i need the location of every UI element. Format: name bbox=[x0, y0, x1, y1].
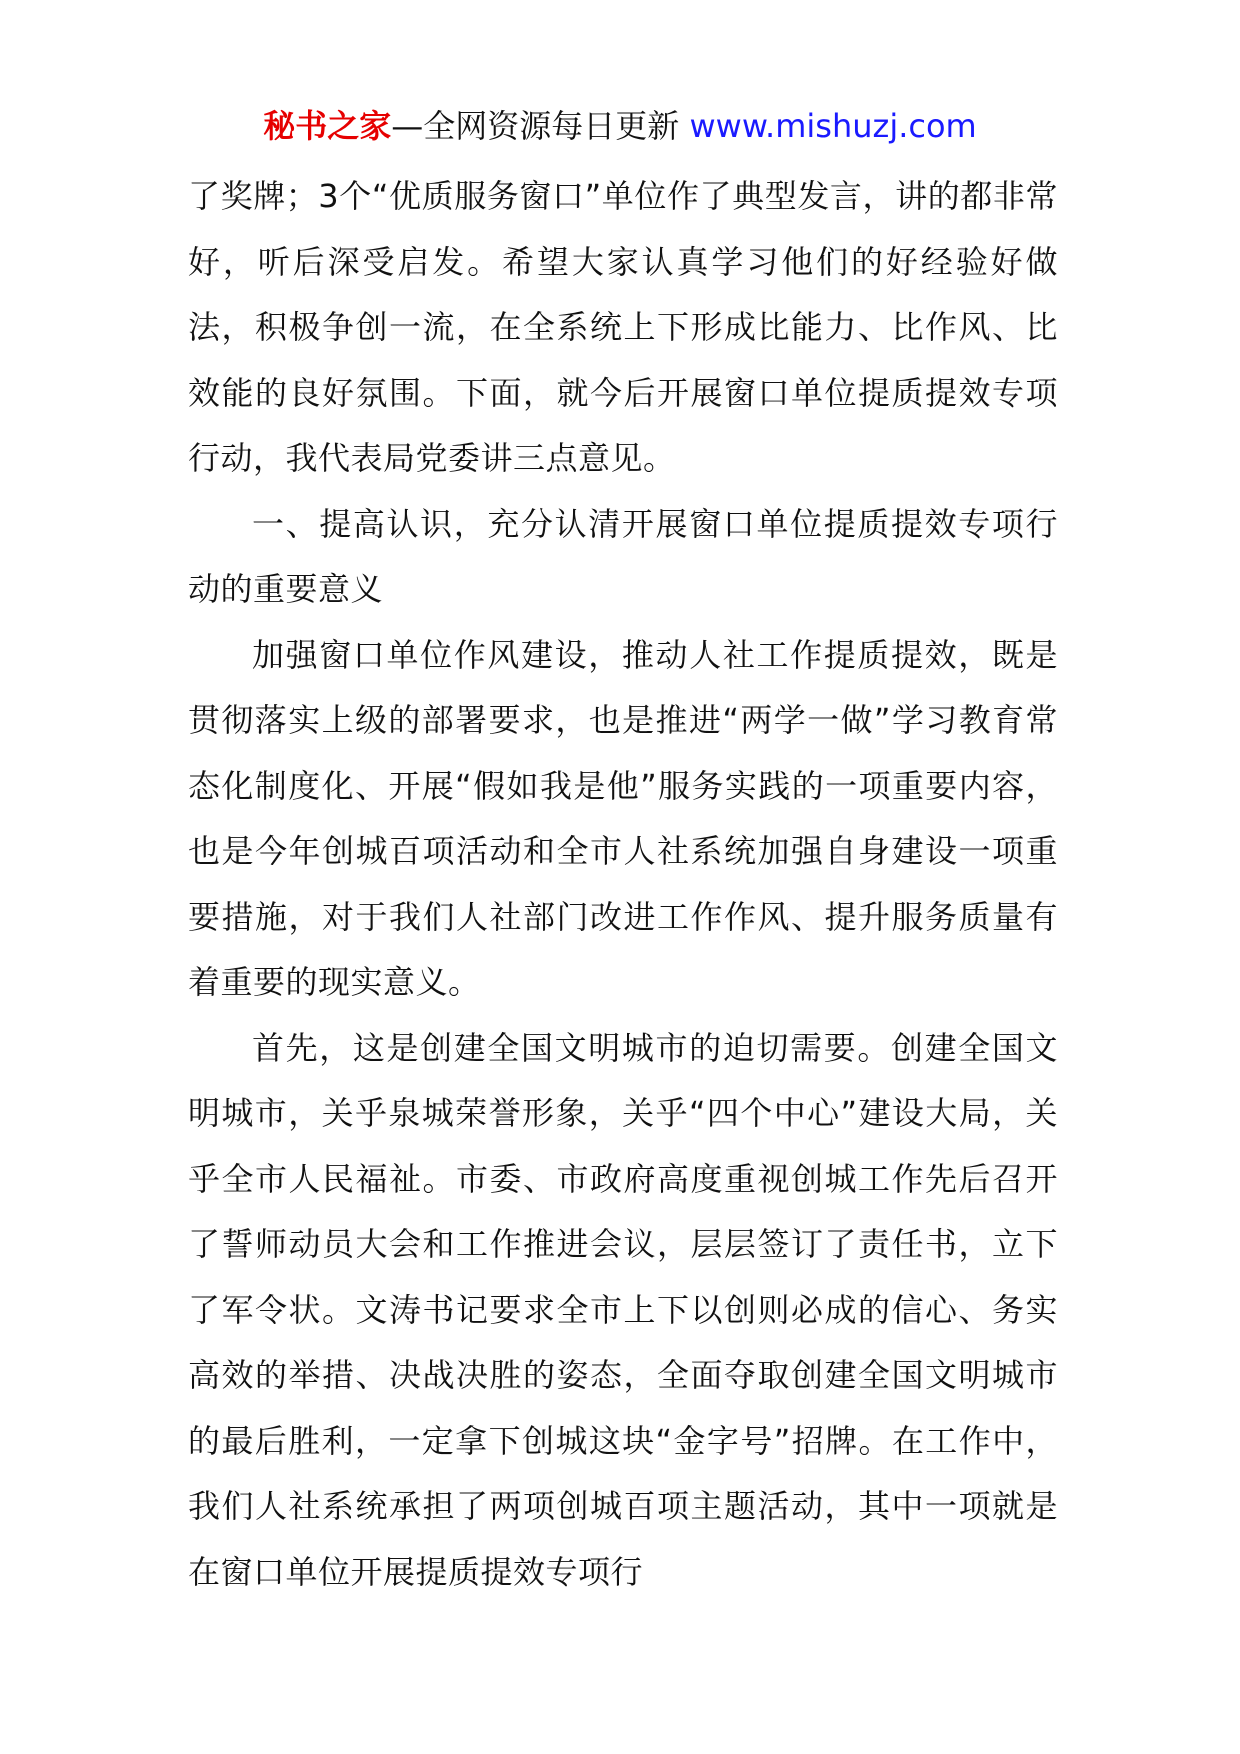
brand-name: 秘书之家 bbox=[263, 107, 392, 145]
section-heading: 一、提高认识，充分认清开展窗口单位提质提效专项行动的重要意义 bbox=[188, 504, 1058, 608]
paragraph: 首先，这是创建全国文明城市的迫切需要。创建全国文明城市，关乎泉城荣誉形象，关乎“四个中心”建设大局，关乎全市人民福祉。市委、市政府高度重视创城工作先后召开了誓师动员大会和工作推进会议，层层签订了责任书，立下了军令状。文涛书记要求全市上下以创则必成的信心、务实高效的举措、决战决胜的姿态，全面夺取创建全国文明城市的最后胜利，一定拿下创城这块“金字号”招牌。在工作中，我们人社系统承担了两项创城百项主题活动，其中一项就是在窗口单位开展提质提效专项行 bbox=[188, 1028, 1058, 1591]
document-body bbox=[188, 164, 1058, 1605]
paragraph-continued: 了奖牌；3个“优质服务窗口”单位作了典型发言，讲的都非常好，听后深受启发。希望大家认真学习他们的好经验好做法，积极争创一流，在全系统上下形成比能力、比作风、比效能的良好氛围。下面，就今后开展窗口单位提质提效专项行动，我代表局党委讲三点意见。 bbox=[188, 177, 1058, 477]
paragraph: 加强窗口单位作风建设，推动人社工作提质提效，既是贯彻落实上级的部署要求，也是推进“两学一做”学习教育常态化制度化、开展“假如我是他”服务实践的一项重要内容，也是今年创城百项活动和全市人社系统加强自身建设一项重要措施，对于我们人社部门改进工作作风、提升服务质量有着重要的现实意义。 bbox=[188, 635, 1058, 1001]
header-tagline: —全网资源每日更新 bbox=[391, 107, 680, 145]
site-header bbox=[0, 104, 1240, 148]
site-url-link[interactable]: www.mishuzj.com bbox=[689, 107, 977, 145]
